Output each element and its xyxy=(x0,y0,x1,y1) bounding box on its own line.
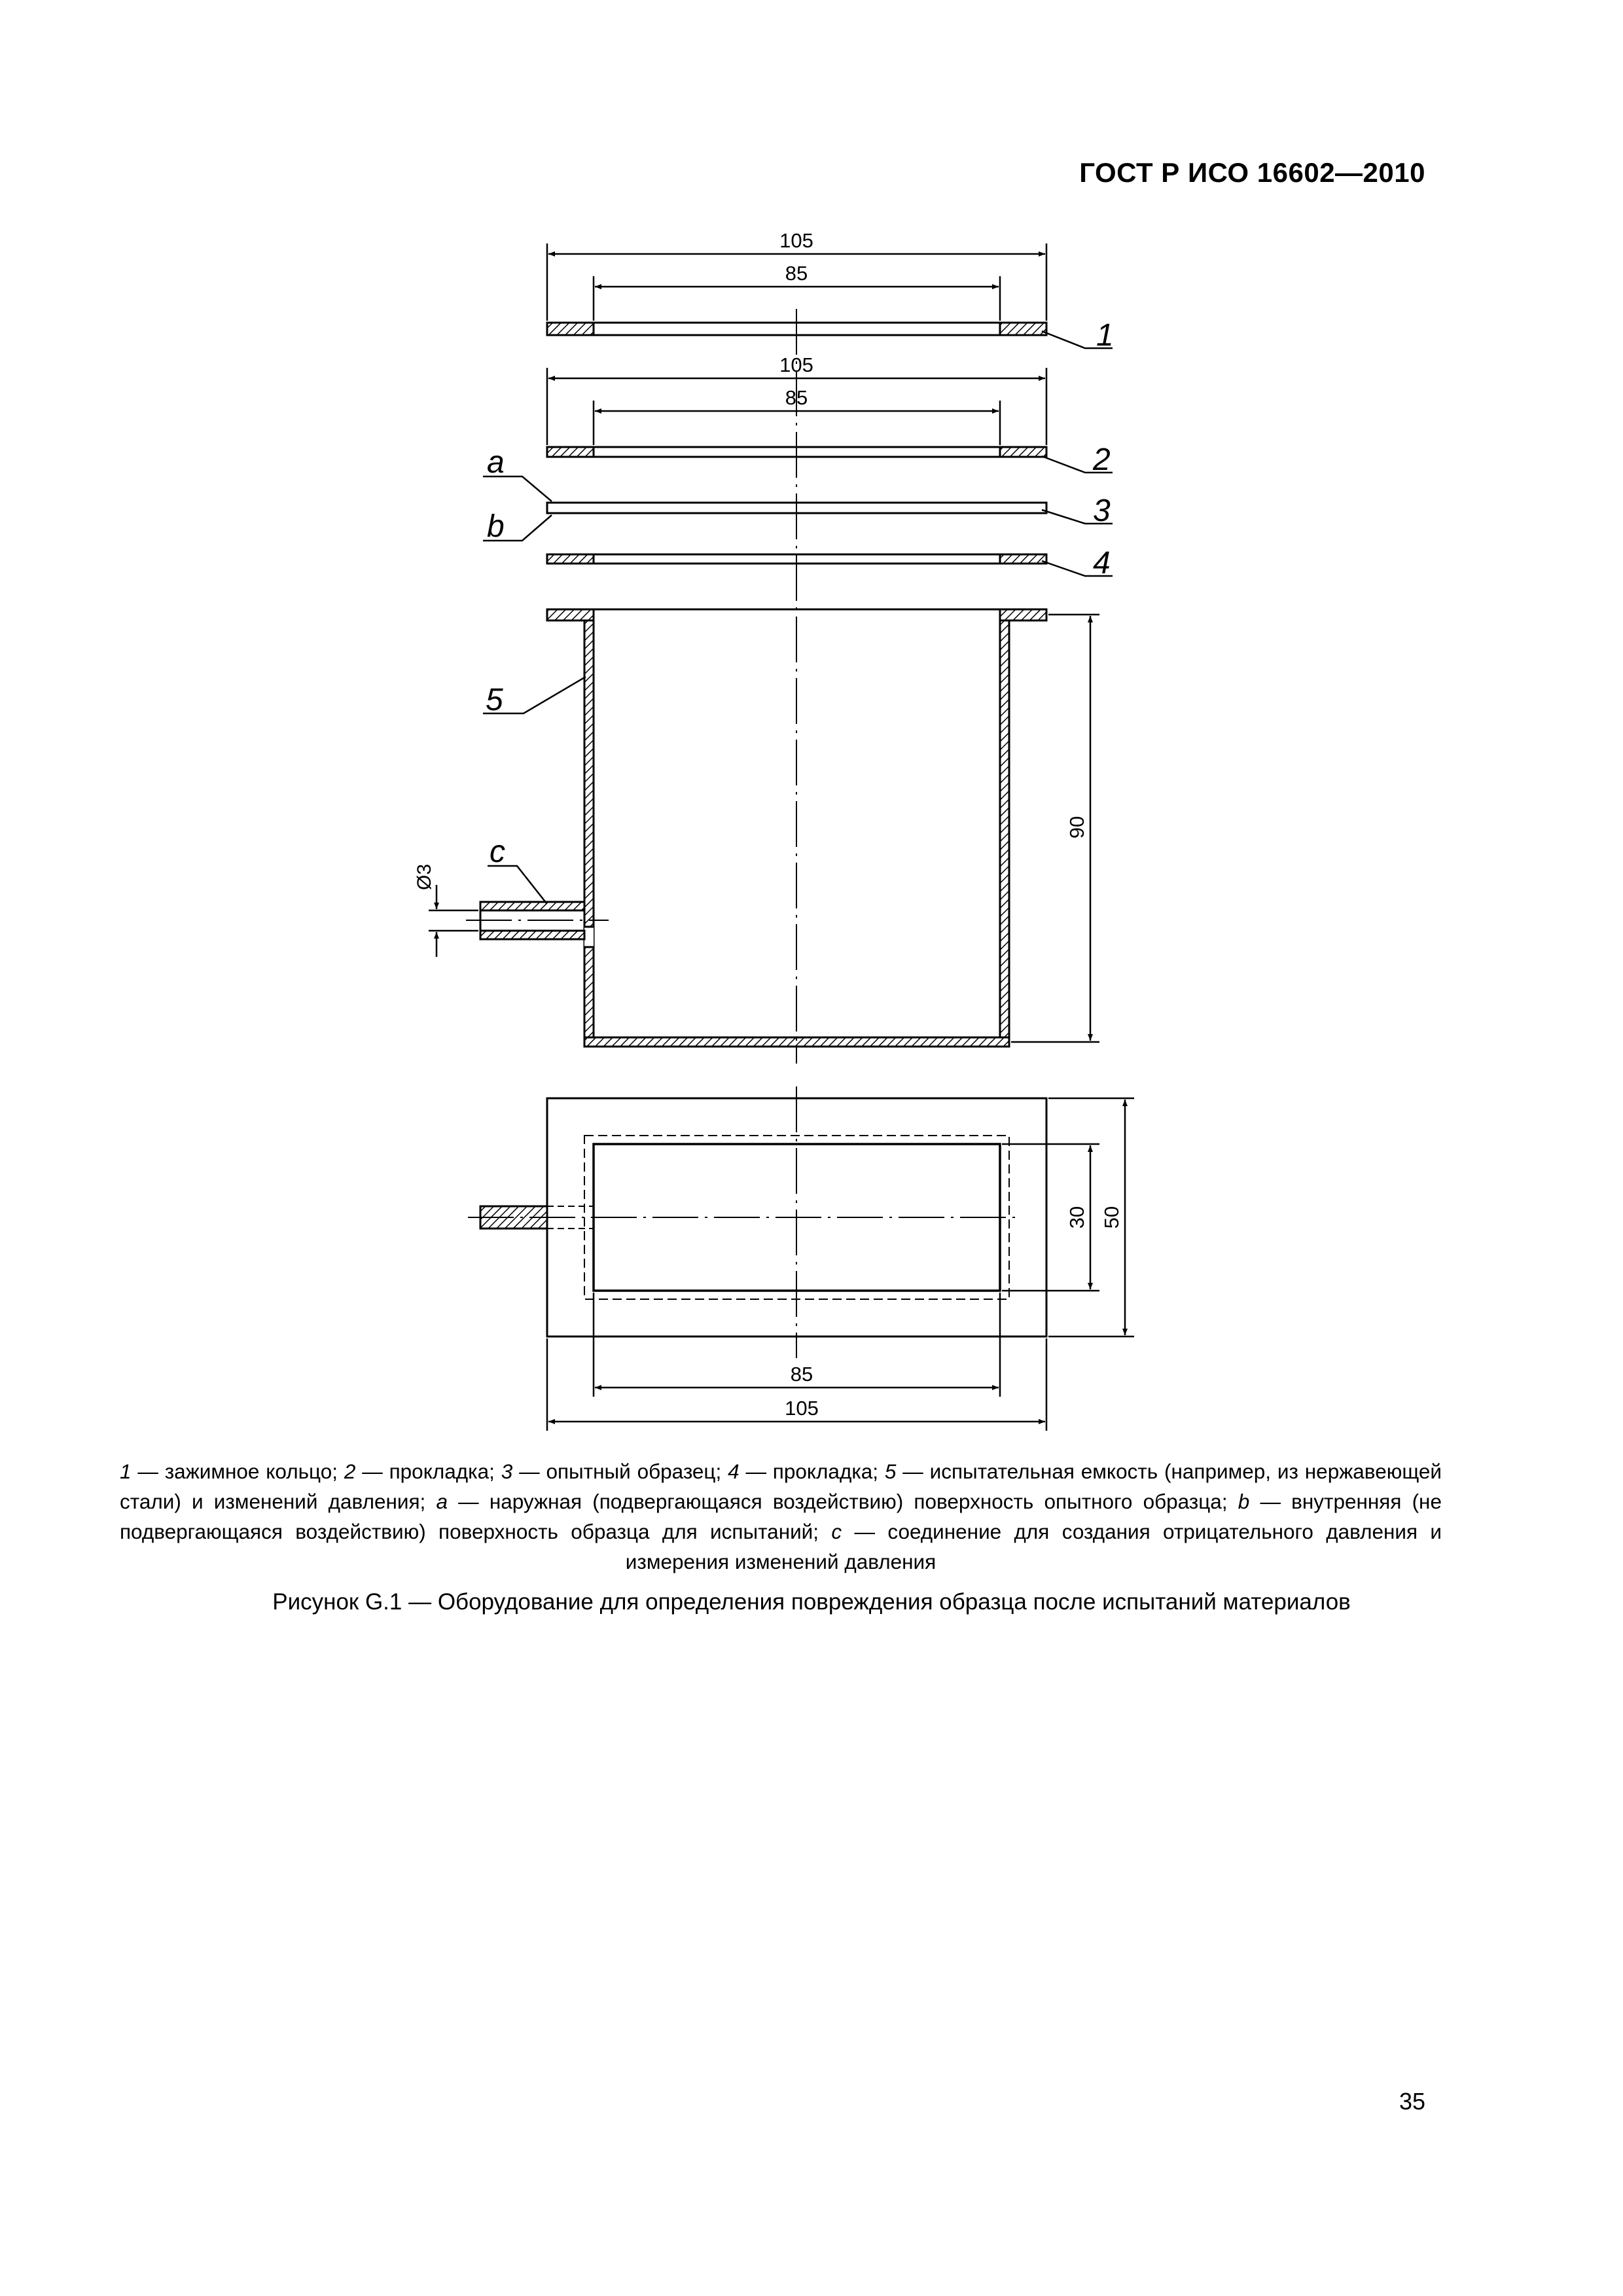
page-number: 35 xyxy=(1399,2088,1425,2115)
legend-text-c: — соединение для создания отрицательного давления и измерения изменений давления xyxy=(625,1520,1442,1573)
legend-key-3: 3 xyxy=(501,1460,513,1483)
dim-plan-inner-length: 85 xyxy=(790,1363,813,1386)
legend-text-a: — наружная (подвергающаяся воздействию) поверхность опытного образца; xyxy=(447,1490,1238,1513)
legend-text-4: — прокладка; xyxy=(739,1460,885,1483)
callout-4: 4 xyxy=(1093,546,1111,581)
legend-key-b: b xyxy=(1238,1490,1250,1513)
legend-text-2: — прокладка; xyxy=(355,1460,501,1483)
dim-ring1-outer: 105 xyxy=(779,229,813,252)
legend-key-5: 5 xyxy=(884,1460,897,1483)
callout-c: c xyxy=(490,834,505,869)
callout-b: b xyxy=(487,509,505,544)
dim-gasket2-inner: 85 xyxy=(785,386,808,409)
callout-3: 3 xyxy=(1093,493,1111,528)
callout-1: 1 xyxy=(1096,318,1114,353)
dim-gasket2-outer: 105 xyxy=(779,353,813,376)
dim-port-diameter: Ø3 xyxy=(414,863,435,891)
dim-plan-outer-width: 50 xyxy=(1100,1206,1123,1229)
legend-key-a: a xyxy=(436,1490,448,1513)
legend-key-1: 1 xyxy=(120,1460,132,1483)
legend-text-1: — зажимное кольцо; xyxy=(131,1460,344,1483)
document-header: ГОСТ Р ИСО 16602—2010 xyxy=(1079,157,1425,188)
legend-key-2: 2 xyxy=(344,1460,356,1483)
callout-a: a xyxy=(487,445,505,480)
legend-text-b: — внутренняя (не подвергающаяся воздействию) поверхность образца для испытаний; xyxy=(120,1490,1442,1543)
dim-plan-outer-length: 105 xyxy=(785,1397,819,1420)
center-lines xyxy=(466,309,1021,1358)
dim-ring1-inner: 85 xyxy=(785,262,808,285)
legend-text-3: — опытный образец; xyxy=(512,1460,728,1483)
callout-2: 2 xyxy=(1093,442,1111,477)
dim-plan-inner-width: 30 xyxy=(1065,1206,1088,1229)
legend-text-5: — испытательная емкость (например, из нержавеющей стали) и изменений давления; xyxy=(120,1460,1442,1513)
legend-key-c: c xyxy=(831,1520,842,1543)
callout-5: 5 xyxy=(486,683,503,717)
legend-key-4: 4 xyxy=(728,1460,740,1483)
figure-caption: Рисунок G.1 — Оборудование для определения повреждения образца после испытаний материалов xyxy=(272,1589,1351,1615)
dim-height: 90 xyxy=(1065,816,1088,839)
figure-legend xyxy=(120,1456,1442,1577)
